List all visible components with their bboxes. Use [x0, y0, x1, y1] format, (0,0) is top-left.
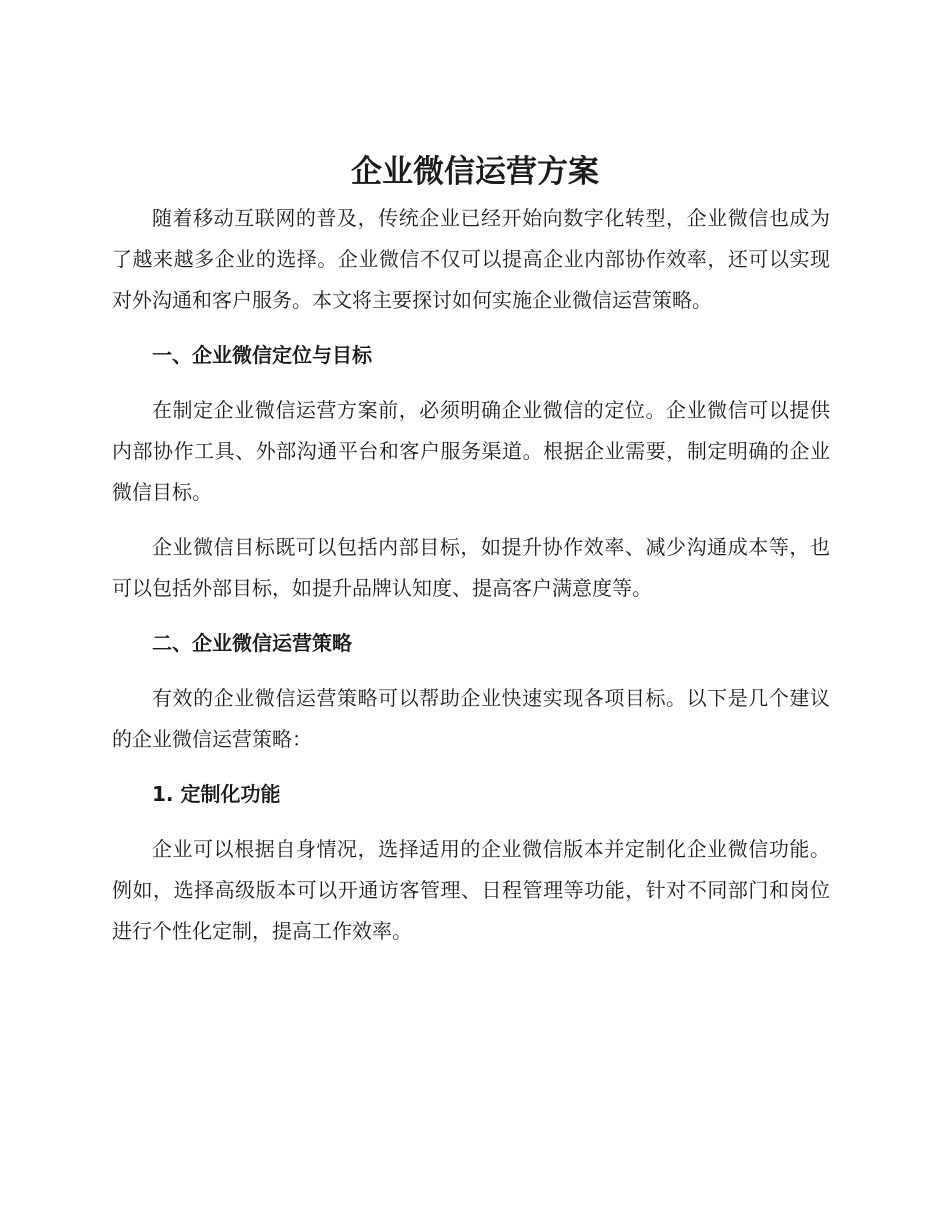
intro-paragraph: 随着移动互联网的普及，传统企业已经开始向数字化转型，企业微信也成为了越来越多企业的选择。企业微信不仅可以提高企业内部协作效率，还可以实现对外沟通和客户服务。本文将主要探讨如何实施企业微信运营策略。 [112, 206, 830, 312]
document-body [112, 198, 830, 952]
positioning-paragraph: 在制定企业微信运营方案前，必须明确企业微信的定位。企业微信可以提供内部协作工具、外部沟通平台和客户服务渠道。根据企业需要，制定明确的企业微信目标。 [112, 398, 830, 504]
goals-paragraph: 企业微信目标既可以包括内部目标，如提升协作效率、减少沟通成本等，也可以包括外部目标，如提升品牌认知度、提高客户满意度等。 [112, 535, 830, 600]
section-heading-strategy: 二、企业微信运营策略 [152, 631, 352, 655]
document-title: 企业微信运营方案 [351, 154, 599, 190]
subsection-heading-customization: 1. 定制化功能 [152, 782, 281, 806]
strategy-paragraph: 有效的企业微信运营策略可以帮助企业快速实现各项目标。以下是几个建议的企业微信运营策略： [112, 686, 830, 751]
customization-paragraph: 企业可以根据自身情况，选择适用的企业微信版本并定制化企业微信功能。例如，选择高级版本可以开通访客管理、日程管理等功能，针对不同部门和岗位进行个性化定制，提高工作效率。 [112, 837, 830, 943]
section-heading-positioning: 一、企业微信定位与目标 [152, 343, 372, 367]
